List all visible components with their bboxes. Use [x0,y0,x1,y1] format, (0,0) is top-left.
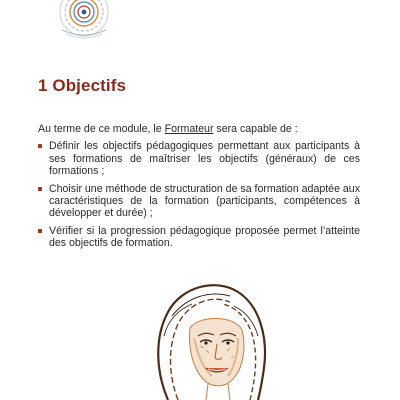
square-bullet-icon [38,144,42,148]
intro-text-end: sera capable de : [213,123,298,135]
objective-text: Vérifier si la progression pédagogique proposée permet l’atteinte des objectifs de formation. [49,224,360,250]
formateur-link[interactable]: Formateur [164,123,214,135]
objective-item [38,183,360,220]
objectives-list [38,140,360,249]
section-heading: 1 Objectifs [38,76,127,95]
objective-item [38,140,360,177]
square-bullet-icon [38,229,42,233]
objective-text: Définir les objectifs pédagogiques permettant aux participants à ses formations de maîtriser les objectifs (généraux) de ces formations ; [49,140,360,178]
intro-paragraph [38,123,360,135]
intro-text-start: Au terme de ce module, le [38,123,165,135]
objective-item [38,225,360,250]
square-bullet-icon [38,187,42,191]
portrait-sketch-image [138,276,276,400]
objectives-body [38,123,360,255]
objective-text: Choisir une méthode de structuration de sa formation adaptée aux caractéristiques de la formation (participants, compétences à développer et durée) ; [49,182,360,220]
circular-logo-icon [56,0,112,44]
